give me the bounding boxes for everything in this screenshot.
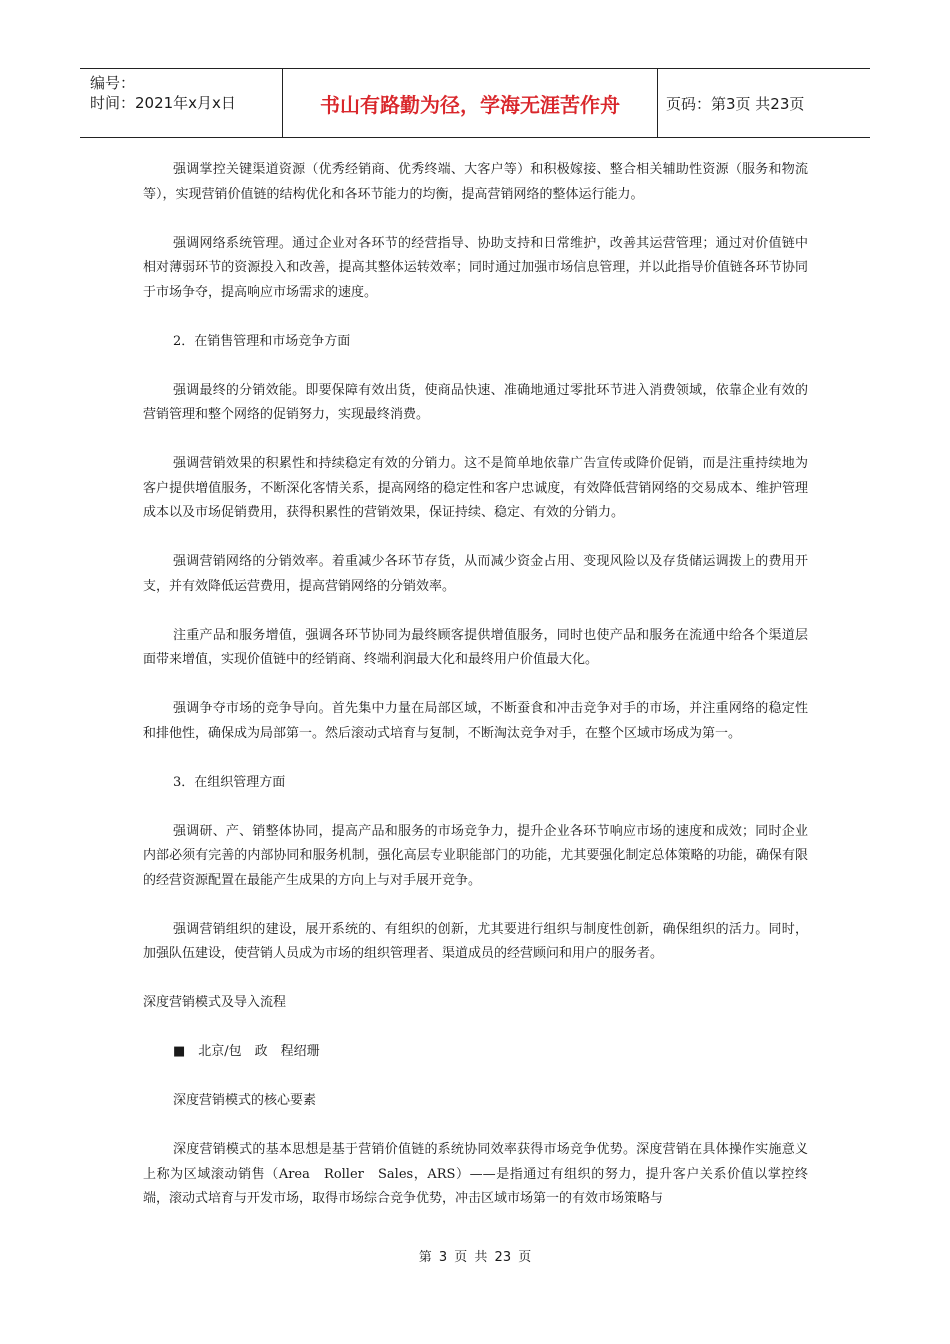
header-motto: 书山有路勤为径，学海无涯苦作舟	[282, 69, 658, 137]
article-title: 深度营销模式及导入流程	[143, 995, 287, 1010]
header-page-info: 页码：第3页 共23页	[666, 94, 805, 113]
page-footer: 第 3 页 共 23 页	[418, 1250, 532, 1265]
header-meta	[80, 69, 282, 137]
body-paragraph: 强调营销组织的建设，展开系统的、有组织的创新，尤其要进行组织与制度性创新，确保组织的活力。同时，加强队伍建设，使营销人员成为市场的组织管理者、渠道成员的经营顾问和用户的服务者。	[143, 921, 808, 961]
body-paragraph: 深度营销模式的基本思想是基于营销价值链的系统协同效率获得市场竞争优势。深度营销在具体操作实施意义上称为区域滚动销售（Area Roller Sales，ARS）——是指通过有组织的努力，提升客户关系价值以掌控终端，滚动式培育与开发市场，取得市场综合竞争优势，冲击区域市场第一的有效市场策略与	[143, 1142, 808, 1206]
document-number-label: 编号：	[90, 74, 136, 92]
subsection-heading: 深度营销模式的核心要素	[173, 1093, 317, 1108]
document-time-label: 时间：2021年x月x日	[90, 94, 236, 112]
body-paragraph: 强调网络系统管理。通过企业对各环节的经营指导、协助支持和日常维护，改善其运营管理；通过对价值链中相对薄弱环节的资源投入和改善，提高其整体运转效率；同时通过加强市场信息管理，并以此指导价值链各环节协同于市场争夺，提高响应市场需求的速度。	[143, 235, 808, 300]
body-paragraph: 强调掌控关键渠道资源（优秀经销商、优秀终端、大客户等）和积极嫁接、整合相关辅助性资源（服务和物流等），实现营销价值链的结构优化和各环节能力的均衡，提高营销网络的整体运行能力。	[143, 162, 808, 202]
body-paragraph: 注重产品和服务增值，强调各环节协同为最终顾客提供增值服务，同时也使产品和服务在流通中给各个渠道层面带来增值，实现价值链中的经销商、终端利润最大化和最终用户价值最大化。	[143, 627, 808, 667]
document-body	[143, 158, 808, 1236]
body-paragraph: 强调营销网络的分销效率。着重减少各环节存货，从而减少资金占用、变现风险以及存货储运调拨上的费用开支，并有效降低运营费用，提高营销网络的分销效率。	[143, 554, 808, 594]
body-paragraph: 强调营销效果的积累性和持续稳定有效的分销力。这不是简单地依靠广告宣传或降价促销，而是注重持续地为客户提供增值服务，不断深化客情关系，提高网络的稳定性和客户忠诚度，有效降低营销网络的交易成本、维护管理成本以及市场促销费用，获得积累性的营销效果，保证持续、稳定、有效的分销力。	[143, 456, 808, 520]
body-paragraph: 强调研、产、销整体协同，提高产品和服务的市场竞争力，提升企业各环节响应市场的速度和成效；同时企业内部必须有完善的内部协同和服务机制，强化高层专业职能部门的功能，尤其要强化制定总体策略的功能，确保有限的经营资源配置在最能产生成果的方向上与对手展开竞争。	[143, 823, 808, 888]
section-heading: 3．在组织管理方面	[173, 774, 286, 790]
article-byline: ■ 北京/包 政 程绍珊	[173, 1044, 320, 1059]
page-header	[80, 68, 870, 138]
body-paragraph: 强调最终的分销效能。即要保障有效出货，使商品快速、准确地通过零批环节进入消费领域，依靠企业有效的营销管理和整个网络的促销努力，实现最终消费。	[143, 382, 808, 422]
section-heading: 2．在销售管理和市场竞争方面	[173, 333, 351, 349]
body-paragraph: 强调争夺市场的竞争导向。首先集中力量在局部区域，不断蚕食和冲击竞争对手的市场，并注重网络的稳定性和排他性，确保成为局部第一。然后滚动式培育与复制，不断淘汰竞争对手，在整个区域市场成为第一。	[143, 701, 808, 741]
